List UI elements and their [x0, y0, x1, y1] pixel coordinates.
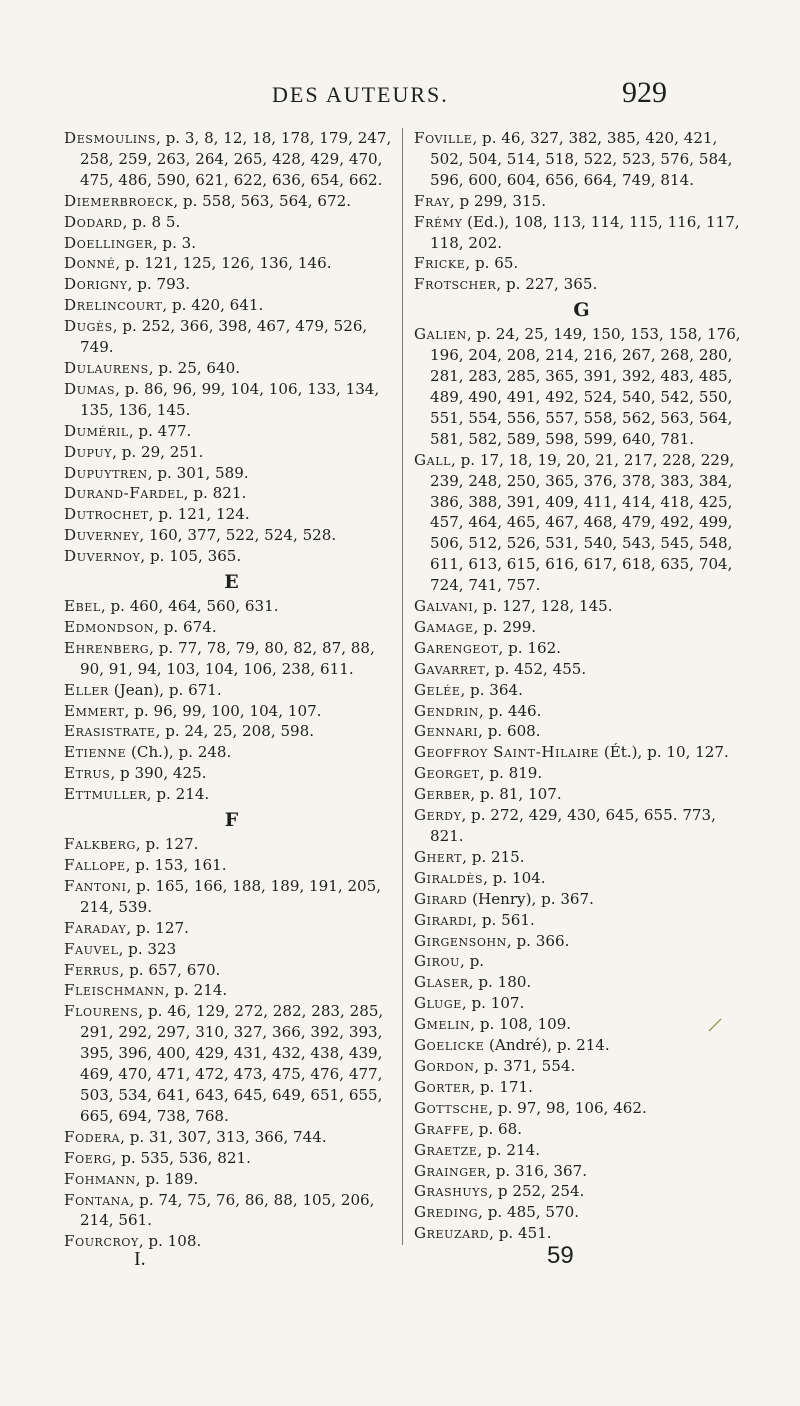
author-name: Eller: [64, 680, 109, 699]
index-entry: [414, 742, 749, 763]
index-entry: [64, 379, 399, 421]
right-column: [414, 128, 749, 1244]
page-references: , p. 214.: [146, 785, 210, 804]
index-entry: [64, 980, 399, 1001]
author-name: Gordon: [414, 1056, 475, 1075]
author-name: Fray: [414, 191, 450, 210]
index-entry: [64, 701, 399, 722]
author-name: Emmert: [64, 701, 125, 720]
page-references: , p. 86, 96, 99, 104, 106, 133, 134, 135, 136, 145.: [80, 379, 380, 419]
index-entry: [414, 763, 749, 784]
author-name: Doellinger: [64, 233, 153, 252]
index-entry: [64, 525, 399, 546]
author-name: Gmelin: [414, 1015, 471, 1034]
index-entry: [64, 960, 399, 981]
page-references: , p. 121, 125, 126, 136, 146.: [115, 254, 332, 273]
author-name: Dutrochet: [64, 505, 149, 524]
author-name: Gelée: [414, 680, 461, 699]
page-references: , p. 105, 365.: [140, 547, 242, 566]
author-name: Ghert: [414, 847, 463, 866]
author-name: Greuzard: [414, 1224, 490, 1243]
index-entry: [414, 680, 749, 701]
index-entry: [414, 784, 749, 805]
page-references: , p 252, 254.: [488, 1182, 585, 1201]
page-references: , p. 558, 563, 564, 672.: [173, 191, 351, 210]
author-name: Fodera: [64, 1127, 121, 1146]
index-entry: [64, 596, 399, 617]
author-name: Fricke: [414, 254, 466, 273]
index-entry: [64, 358, 399, 379]
index-entry: [414, 910, 749, 931]
index-entry: [64, 128, 399, 191]
index-entry: [414, 931, 749, 952]
index-entry: [414, 1223, 749, 1244]
index-entry: [414, 128, 749, 191]
author-name: Gall: [414, 450, 452, 469]
author-name: Faraday: [64, 918, 127, 937]
page-references: , p. 460, 464, 560, 631.: [100, 597, 279, 616]
author-name: Gavarret: [414, 659, 486, 678]
author-name: Etienne: [64, 743, 127, 762]
index-entry: [414, 191, 749, 212]
author-name: Glaser: [414, 973, 469, 992]
index-entry: [414, 1014, 749, 1035]
author-name: Ferrus: [64, 960, 120, 979]
author-name: Fleischmann: [64, 981, 165, 1000]
page-references: , p. 81, 107.: [470, 785, 562, 804]
author-name: Durand-Fardel: [64, 484, 184, 503]
page-references: , p. 46, 327, 382, 385, 420, 421, 502, 504, 514, 518, 522, 523, 576, 584, 596, 600, 604, 656, 664, 749, 814.: [430, 129, 733, 189]
page-references: , p. 108, 109.: [470, 1015, 572, 1034]
author-name: Fohmann: [64, 1169, 136, 1188]
section-letter: E: [224, 571, 239, 594]
author-name: Grainger: [414, 1161, 487, 1180]
author-name: Ehrenberg: [64, 638, 150, 657]
author-name: Flourens: [64, 1002, 139, 1021]
page-references: (Ch.), p. 248.: [126, 743, 232, 762]
author-name: Gerber: [414, 785, 471, 804]
author-name: Erasistrate: [64, 722, 156, 741]
page-references: , p. 153, 161.: [125, 856, 227, 874]
author-name: Dupuytren: [64, 463, 148, 482]
author-name: Dodard: [64, 212, 123, 231]
page-references: (André), p. 214.: [484, 1036, 610, 1055]
index-entry: [414, 659, 749, 680]
page-references: , p 299, 315.: [449, 191, 546, 210]
index-entry: [414, 638, 749, 659]
author-name: Diemerbroeck: [64, 191, 174, 210]
left-column: [64, 128, 399, 1252]
author-name: Giraldès: [414, 868, 484, 887]
page-references: , p. 96, 99, 100, 104, 107.: [124, 701, 322, 720]
page-references: , p. 127, 128, 145.: [473, 597, 613, 616]
page-references: , p. 46, 129, 272, 282, 283, 285, 291, 292, 297, 310, 327, 366, 392, 393, 395, 396, 400, 429, 431, 432, 438, 439, 469, 470, 471, 472, 473, 475, 476, 477, 503, 534, 641, 643, 645, 649, 651, 655, 665, 694, 738, 768.: [80, 1002, 384, 1125]
author-name: Galien: [414, 325, 467, 344]
page-references: , p. 214.: [477, 1140, 540, 1159]
author-name: Drelincourt: [64, 296, 163, 315]
index-entry: [64, 1169, 399, 1190]
page-references: , p. 104.: [483, 868, 546, 887]
author-name: Graetze: [414, 1140, 478, 1159]
index-entry: [414, 721, 749, 742]
index-entry: [414, 701, 749, 722]
index-entry: [414, 1202, 749, 1223]
page-references: , p. 657, 670.: [119, 960, 221, 979]
author-name: Edmondson: [64, 617, 155, 636]
index-entry: [64, 316, 399, 358]
page-references: , p. 107.: [461, 994, 525, 1013]
author-name: Etrus: [64, 764, 111, 783]
page-references: , p. 793.: [127, 275, 191, 294]
page-references: , p. 180.: [468, 973, 532, 992]
author-name: Dorigny: [64, 275, 128, 294]
page-references: , p. 299.: [473, 617, 537, 636]
page-references: , p. 452, 455.: [485, 659, 587, 678]
author-name: Fallope: [64, 856, 126, 874]
author-name: Grashuys: [414, 1182, 489, 1201]
page-references: , p. 535, 536, 821.: [111, 1148, 251, 1167]
index-entry: [64, 834, 399, 855]
author-name: Fontana: [64, 1190, 130, 1209]
index-entry: [64, 680, 399, 701]
author-name: Falkberg: [64, 835, 136, 854]
author-name: Fauvel: [64, 939, 119, 958]
section-letter: F: [224, 809, 239, 832]
index-entry: [414, 324, 749, 449]
column-divider: [402, 128, 403, 1245]
index-entry: [64, 638, 399, 680]
page-references: , p. 162.: [498, 638, 561, 657]
page-header: [0, 78, 800, 118]
page-references: , p. 165, 166, 188, 189, 191, 205, 214, 539.: [80, 876, 382, 916]
page-references: , p. 819.: [479, 764, 543, 783]
index-entry: [64, 274, 399, 295]
page-references: , p. 485, 570.: [478, 1203, 580, 1222]
page-references: , p 390, 425.: [110, 764, 207, 783]
index-entry: [414, 1056, 749, 1077]
index-entry: [414, 972, 749, 993]
page-references: , p. 477.: [128, 421, 192, 440]
index-entry: [64, 1148, 399, 1169]
page-references: (Henry), p. 367.: [467, 889, 594, 908]
page-references: , p. 3, 8, 12, 18, 178, 179, 247, 258, 259, 263, 264, 265, 428, 429, 470, 475, 486, 590, 621, 622, 636, 654, 662.: [80, 129, 392, 189]
index-entry: [414, 617, 749, 638]
page-references: , p. 608.: [478, 722, 541, 741]
page-references: , p. 31, 307, 313, 366, 744.: [120, 1127, 327, 1146]
author-name: Gottsche: [414, 1098, 489, 1117]
index-entry: [64, 233, 399, 254]
author-name: Dugès: [64, 317, 113, 336]
author-name: Gerdy: [414, 806, 462, 825]
page-references: , p. 24, 25, 149, 150, 153, 158, 176, 196, 204, 208, 214, 216, 267, 268, 280, 281, 283, 285, 365, 391, 392, 483, 485, 489, 490, 491, 492, 524, 540, 542, 550, 551, 554, 556, 557, 558, 562, 563, 564, 581, 582, 589, 598, 599, 640, 781.: [430, 325, 741, 448]
index-entry: [64, 295, 399, 316]
page-references: , p. 189.: [135, 1169, 199, 1188]
author-name: Gorter: [414, 1077, 471, 1096]
index-entry: [64, 504, 399, 525]
author-name: Foville: [414, 129, 473, 147]
author-name: Geoffroy Saint-Hilaire: [414, 743, 600, 762]
page-references: , p. 17, 18, 19, 20, 21, 217, 228, 229, 239, 248, 250, 365, 376, 378, 383, 384, 386, 388, 391, 409, 411, 414, 418, 425, 457, 464, 465, 467, 468, 479, 492, 499, 506, 512, 526, 531, 540, 543, 545, 548, 611, 613, 615, 616, 617, 618, 635, 704, 724, 741, 757.: [430, 450, 735, 595]
index-entry: [64, 1127, 399, 1148]
author-name: Girard: [414, 889, 468, 908]
index-entry: [414, 596, 749, 617]
index-entry: [64, 918, 399, 939]
author-name: Frémy: [414, 212, 463, 231]
page-references: , p. 121, 124.: [148, 505, 250, 524]
index-entry: [64, 617, 399, 638]
index-entry: [64, 212, 399, 233]
page-references: , p. 561.: [472, 910, 535, 929]
author-name: Gennari: [414, 722, 479, 741]
index-entry: [64, 191, 399, 212]
page-references: , p. 227, 365.: [496, 275, 598, 294]
page-references: , p. 420, 641.: [162, 296, 264, 315]
page-references: (Ét.), p. 10, 127.: [599, 743, 729, 762]
index-entry: [414, 274, 749, 295]
index-entry: [64, 1190, 399, 1232]
author-name: Girardi: [414, 910, 473, 929]
author-name: Frotscher: [414, 275, 497, 294]
author-name: Foerg: [64, 1148, 112, 1167]
running-title: DES AUTEURS.: [272, 82, 449, 107]
author-name: Gluge: [414, 994, 462, 1013]
page-references: , p. 301, 589.: [147, 463, 249, 482]
author-name: Dumas: [64, 379, 116, 398]
page-references: , p. 821.: [183, 484, 247, 503]
author-name: Galvani: [414, 597, 474, 616]
index-entry: [414, 1181, 749, 1202]
page-references: (Jean), p. 671.: [108, 680, 222, 699]
page-references: , p. 77, 78, 79, 80, 82, 87, 88, 90, 91, 94, 103, 104, 106, 238, 611.: [80, 638, 375, 678]
page-references: , p. 214.: [164, 981, 228, 1000]
index-entry: [64, 1231, 399, 1252]
page-references: , p. 371, 554.: [474, 1056, 576, 1075]
author-name: Duméril: [64, 421, 129, 440]
page-references: , p. 272, 429, 430, 645, 655. 773, 821.: [430, 806, 716, 845]
page-references: , p. 29, 251.: [112, 442, 204, 461]
page-number: 929: [622, 76, 667, 109]
index-entry: [414, 1140, 749, 1161]
author-name: Dulaurens: [64, 358, 149, 377]
author-name: Goelicke: [414, 1036, 485, 1055]
page-references: , p. 24, 25, 208, 598.: [155, 722, 315, 741]
author-name: Gendrin: [414, 701, 479, 720]
author-name: Ettmuller: [64, 785, 147, 804]
author-name: Graffe: [414, 1119, 470, 1138]
index-entry: [64, 483, 399, 504]
page-references: , p. 316, 367.: [486, 1161, 588, 1180]
page-references: , p. 451.: [489, 1224, 552, 1243]
index-entry: [414, 847, 749, 868]
page-references: , p. 127.: [135, 835, 199, 854]
index-entry: [414, 993, 749, 1014]
index-entry: [64, 463, 399, 484]
index-entry: [64, 784, 399, 805]
author-name: Duverney: [64, 526, 140, 545]
index-entry: [64, 721, 399, 742]
index-entry: [64, 763, 399, 784]
index-entry: [414, 951, 749, 972]
page-references: , p. 127.: [126, 918, 189, 937]
index-entry: [64, 939, 399, 960]
page-references: , p. 366.: [506, 931, 570, 950]
index-entry: [414, 868, 749, 889]
author-name: Garengeot: [414, 638, 499, 657]
page-references: , p.: [459, 952, 485, 971]
index-entry: [414, 1035, 749, 1056]
page-references: , p. 108.: [138, 1232, 202, 1251]
pencil-mark-icon: [708, 1018, 722, 1032]
page-references: (Ed.), 108, 113, 114, 115, 116, 117, 118, 202.: [430, 212, 740, 252]
index-entry: [64, 546, 399, 567]
page-references: , p. 364.: [460, 680, 523, 699]
page-references: , 160, 377, 522, 524, 528.: [139, 526, 337, 545]
author-name: Girgensohn: [414, 931, 507, 950]
volume-mark: I.: [134, 1248, 146, 1270]
page-references: , p. 97, 98, 106, 462.: [488, 1098, 647, 1117]
author-name: Fantoni: [64, 876, 127, 895]
author-name: Dupuy: [64, 442, 113, 461]
signature-mark: 59: [547, 1242, 574, 1269]
page-references: , p. 68.: [469, 1119, 523, 1138]
page-references: , p. 74, 75, 76, 86, 88, 105, 206, 214, 561.: [80, 1190, 375, 1230]
index-entry: [64, 742, 399, 763]
page-references: , p. 446.: [478, 701, 542, 720]
author-name: Georget: [414, 764, 480, 783]
page-references: , p. 3.: [152, 233, 197, 252]
author-name: Duvernoy: [64, 547, 141, 566]
author-name: Fourcroy: [64, 1232, 139, 1251]
index-entry: [414, 212, 749, 254]
author-name: Desmoulins: [64, 129, 157, 147]
index-entry: [64, 1001, 399, 1126]
author-name: Donné: [64, 254, 116, 273]
index-entry: [414, 1119, 749, 1140]
page-references: , p. 171.: [470, 1077, 533, 1096]
index-entry: [64, 876, 399, 918]
page-references: , p. 674.: [154, 617, 217, 636]
page-references: , p. 25, 640.: [148, 358, 241, 377]
page-references: , p. 252, 366, 398, 467, 479, 526, 749.: [80, 317, 368, 357]
section-letter: G: [573, 299, 590, 322]
index-entry: [414, 253, 749, 274]
page-references: , p. 8 5.: [122, 212, 181, 231]
index-entry: [414, 889, 749, 910]
author-name: Ebel: [64, 597, 101, 616]
index-entry: [64, 253, 399, 274]
index-entry: [64, 442, 399, 463]
index-entry: [414, 1077, 749, 1098]
index-entry: [414, 1161, 749, 1182]
author-name: Gamage: [414, 617, 474, 636]
index-entry: [414, 1098, 749, 1119]
index-entry: [64, 855, 399, 876]
author-name: Greding: [414, 1203, 479, 1222]
index-entry: [414, 450, 749, 596]
author-name: Girou: [414, 952, 460, 971]
page-references: , p. 215.: [462, 847, 525, 866]
index-entry: [414, 805, 749, 847]
page-references: , p. 323: [118, 939, 177, 958]
page-references: , p. 65.: [465, 254, 519, 273]
index-entry: [64, 421, 399, 442]
